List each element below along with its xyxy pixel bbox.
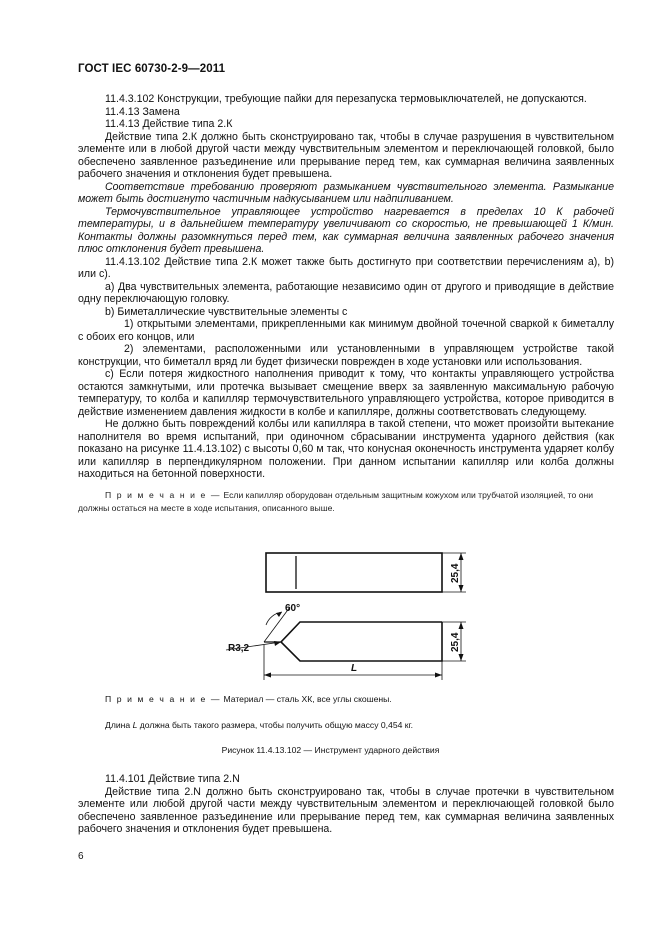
note-label: П р и м е ч а н и е — bbox=[105, 489, 222, 500]
length-note bbox=[105, 720, 413, 730]
radius-label: R3,2 bbox=[228, 643, 250, 654]
document-header: ГОСТ IEC 60730-2-9—2011 bbox=[78, 63, 226, 75]
paragraph-type-2k: Действие типа 2.К должно быть сконструировано так, чтобы в случае разрушения в чувствительном элементе или в любой другой части между чувствительным элементом и переключающей головкой, было обеспечено заявленное разъединение или прерывание перед тем, как суммарная величина заявленных рабочего значения и отклонения будет превышена. bbox=[78, 130, 614, 180]
item-b-1: 1) открытыми элементами, прикрепленными как минимум двойной точечной сваркой к биметаллу с обоих его концов, или bbox=[78, 318, 614, 343]
paragraph-damage: Не должно быть повреждений колбы или капилляра в такой степени, что может произойти вытекание наполнителя во время испытаний, при одиночном сбрасывании инструмента ударного действия (как показано на рисунке 11.4.13.102) с высоты 0,60 м так, что конусная оконечность инструмента ударяет колбу или капилляр в перпендикулярном положении. При данном испытании капилляр или колба должны находиться на бетонной поверхности. bbox=[78, 418, 614, 480]
length-note-variable: L bbox=[132, 720, 138, 730]
paragraph-type-2n: Действие типа 2.N должно быть сконструировано так, чтобы в случае протечки в чувствительном элементе или любой другой части между чувствительным элементом и переключающей головкой было обеспечено заявленное разъединение или прерывание перед тем, как суммарная величина заявленных рабочего значения и отклонения будет превышена. bbox=[78, 785, 614, 835]
length-note-prefix: Длина bbox=[105, 720, 133, 730]
clause-11-4-13-title: 11.4.13 Действие типа 2.К bbox=[105, 118, 233, 130]
clause-11-4-13-102: 11.4.13.102 Действие типа 2.К может также быть достигнуто при соответствии перечислениям а), b) или с). bbox=[78, 255, 614, 280]
dim-arrow bbox=[459, 654, 464, 661]
bottom-text bbox=[78, 773, 614, 836]
note-label: П р и м е ч а н и е — bbox=[105, 694, 222, 704]
paragraph-heating: Термочувствительное управляющее устройство нагревается в пределах 10 К рабочей температуры, и в дальнейшем температуру увеличивают со скоростью, не превышающей 1 К/мин. Контакты должны разомкнуться перед тем, как суммарная величина заявленных рабочего значения плюс отклонения будет превышена. bbox=[78, 205, 614, 255]
angle-arrow bbox=[276, 612, 282, 617]
clause-11-4-3-102: 11.4.3.102 Конструкции, требующие пайки для перезапуска термовыключателей, не допускаются. bbox=[105, 93, 587, 105]
paragraph-compliance: Соответствие требованию проверяют размыканием чувствительного элемента. Размыкание может быть достигнуто частичным надкусыванием или надпиливанием. bbox=[78, 180, 614, 205]
dim-top-label: 25,4 bbox=[450, 563, 461, 583]
page-number: 6 bbox=[78, 851, 84, 862]
angle-label: 60° bbox=[285, 603, 301, 614]
figure-caption: Рисунок 11.4.13.102 — Инструмент ударного действия bbox=[221, 745, 440, 755]
clause-11-4-13-replace: 11.4.13 Замена bbox=[105, 105, 180, 118]
tool-side-view bbox=[281, 622, 442, 661]
angle-extension bbox=[281, 622, 300, 642]
dim-arrow bbox=[459, 585, 464, 592]
dim-arrow bbox=[459, 622, 464, 629]
item-a: а) Два чувствительных элемента, работающие независимо один от другого и приводящие в действие одну переключающую головку. bbox=[78, 280, 614, 305]
item-b-2: 2) элементами, расположенными или установленными в управляющем устройстве такой конструкции, что биметалл вряд ли будет физически поврежден в ходе установки или использования. bbox=[78, 343, 614, 368]
item-b: b) Биметаллические чувствительные элементы с bbox=[105, 305, 348, 318]
dim-arrow bbox=[435, 673, 442, 678]
dim-bottom-label: 25,4 bbox=[450, 632, 461, 652]
note-material bbox=[105, 694, 392, 704]
dim-arrow bbox=[264, 673, 271, 678]
length-label: L bbox=[351, 663, 358, 674]
note-text: Если капилляр оборудован отдельным защитным кожухом или трубчатой изоляцией, то они должны остаться на месте в ходе испытания, описанного выше. bbox=[78, 489, 594, 513]
tool-top-view bbox=[266, 553, 442, 592]
clause-11-4-101: 11.4.101 Действие типа 2.N bbox=[105, 773, 240, 785]
dim-arrow bbox=[459, 553, 464, 560]
item-c: с) Если потеря жидкостного наполнения приводит к тому, что контакты управляющего устройства остаются замкнутыми, или протечка вызывает смещение вверх за заявленную максимальную рабочую температуру, то колба и капилляр термочувствительного управляющего устройства, которое приводится в действие изменением давления жидкости в колбе и капилляре, должны соответствовать следующему. bbox=[78, 368, 614, 418]
length-note-suffix: должна быть такого размера, чтобы получить общую массу 0,454 кг. bbox=[137, 720, 414, 730]
note-text: Материал — сталь ХК, все углы скошены. bbox=[221, 694, 392, 704]
